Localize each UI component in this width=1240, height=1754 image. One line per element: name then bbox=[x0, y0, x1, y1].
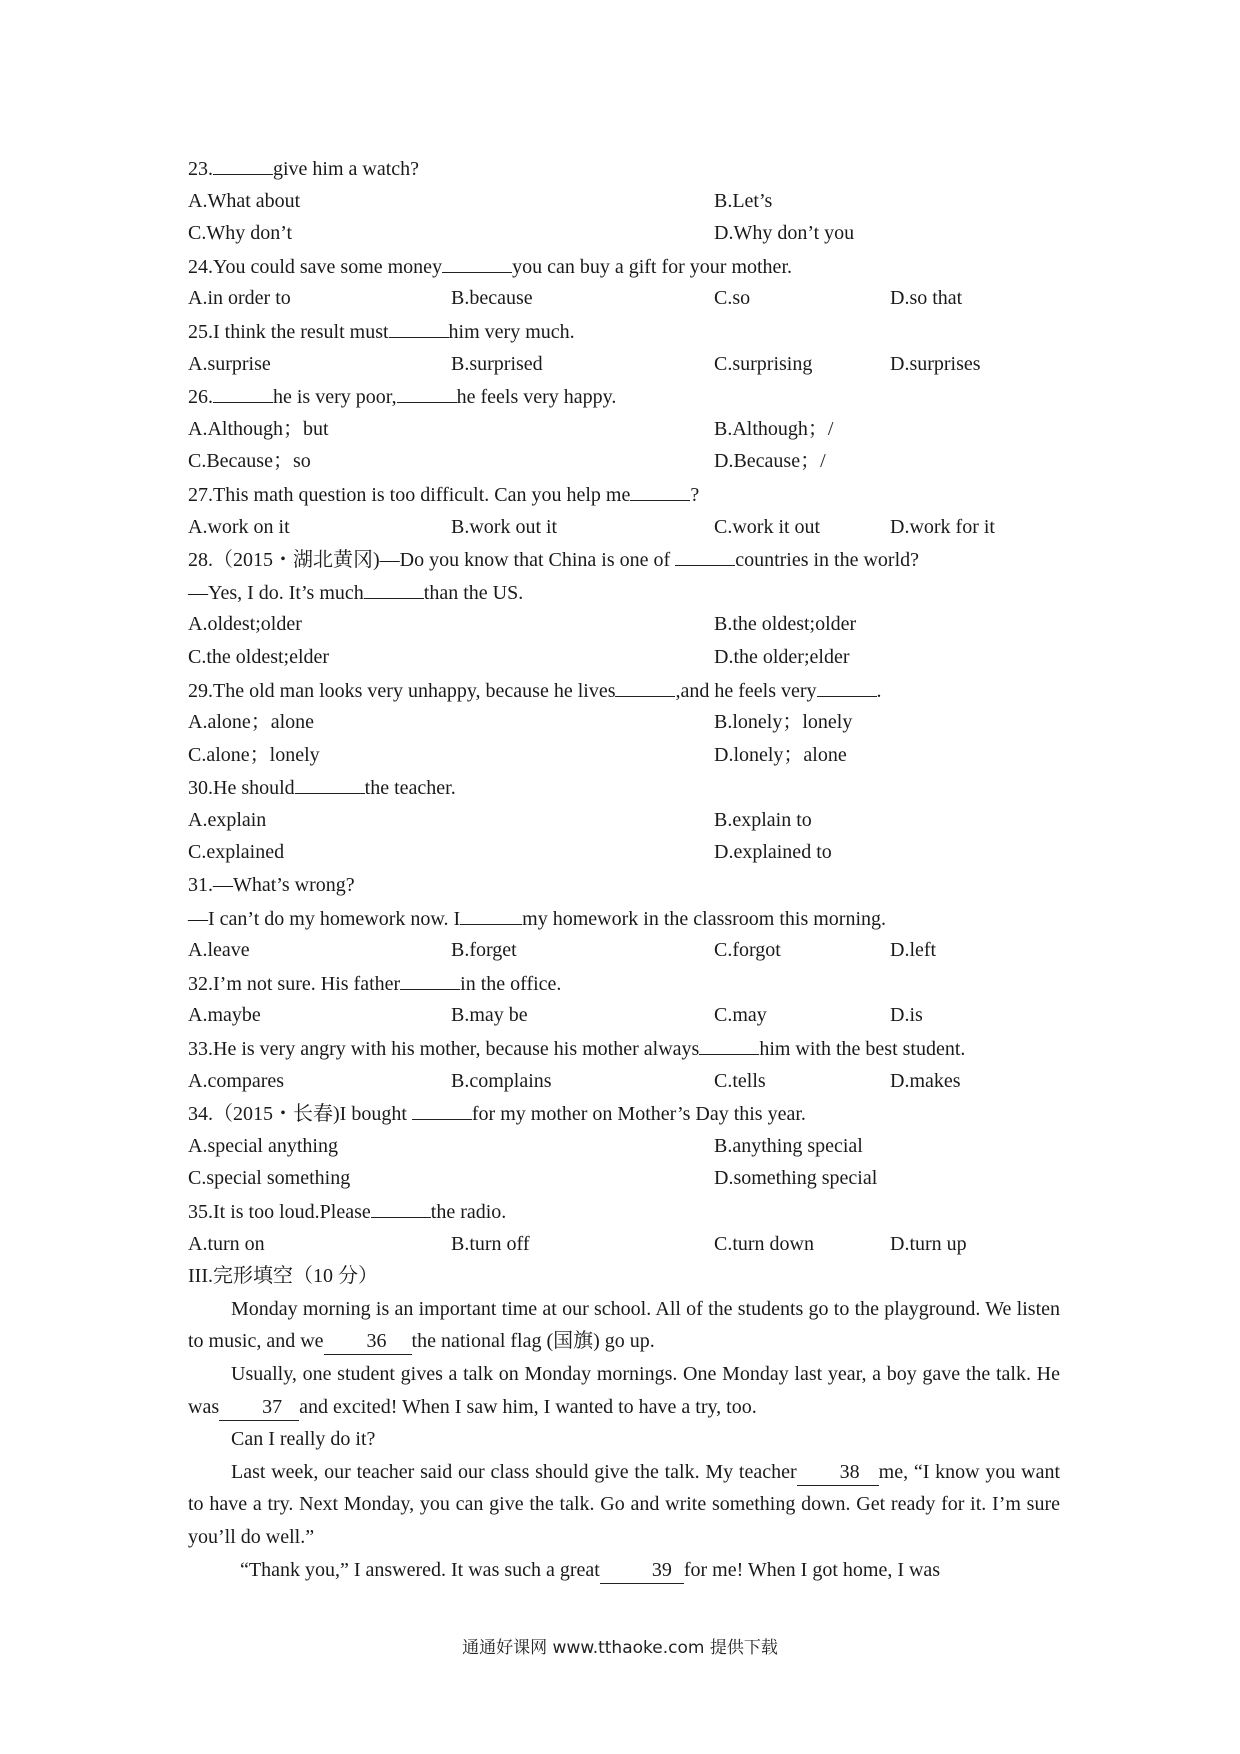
options-row bbox=[188, 999, 1060, 1032]
option-a: A.special anything bbox=[188, 1134, 338, 1157]
question-text: 26. bbox=[188, 386, 213, 409]
options-row bbox=[188, 511, 1060, 544]
option-b: B.explain to bbox=[714, 808, 812, 831]
passage-text: and excited! When I saw him, I wanted to have a try, too. bbox=[299, 1395, 757, 1418]
answer-blank bbox=[615, 674, 675, 697]
options-row bbox=[188, 804, 1060, 837]
passage-text: Monday morning is an important time at our school. All of the students go to the playground. bbox=[231, 1297, 981, 1320]
option-b: B.turn off bbox=[451, 1232, 530, 1255]
passage-text: We listen to music, and we bbox=[188, 1297, 1061, 1353]
option-a: A.oldest;older bbox=[188, 613, 302, 636]
answer-blank bbox=[364, 576, 424, 599]
question-text: the radio. bbox=[430, 1201, 507, 1223]
options-row bbox=[188, 706, 1060, 739]
cloze-blank-38: 38 bbox=[797, 1459, 879, 1486]
question-text: he is very poor, bbox=[273, 386, 397, 409]
question-text: 32.I’m not sure. His father bbox=[188, 972, 401, 995]
passage-text: Last week, our teacher said our class should give the talk. My teacher bbox=[231, 1460, 797, 1483]
question-29 bbox=[188, 674, 1060, 707]
option-d: D.makes bbox=[890, 1069, 961, 1092]
section-heading: III.完形填空（10 分） bbox=[188, 1265, 378, 1288]
passage-text: “Thank you,” I answered. It was such a great bbox=[240, 1558, 600, 1581]
question-34 bbox=[188, 1097, 1060, 1130]
option-d: D.lonely；alone bbox=[714, 743, 847, 766]
options-row bbox=[188, 217, 1060, 250]
options-row bbox=[188, 1228, 1060, 1261]
answer-blank bbox=[460, 902, 522, 925]
question-31 bbox=[188, 869, 1060, 902]
option-c: C.the oldest;elder bbox=[188, 645, 330, 668]
passage-paragraph-2 bbox=[188, 1358, 1060, 1423]
option-b: B.because bbox=[451, 287, 533, 310]
option-c: C.work it out bbox=[714, 515, 821, 538]
option-a: A.maybe bbox=[188, 1004, 261, 1027]
option-c: C.turn down bbox=[714, 1232, 814, 1255]
options-row bbox=[188, 282, 1060, 315]
option-d: D.Why don’t you bbox=[714, 222, 855, 245]
question-text: 27.This math question is too difficult. Can you help me bbox=[188, 483, 631, 506]
option-a: A.turn on bbox=[188, 1232, 265, 1255]
option-d: D.surprises bbox=[890, 352, 981, 375]
passage-paragraph-5 bbox=[188, 1554, 1060, 1587]
question-23 bbox=[188, 152, 1060, 185]
exam-content bbox=[188, 152, 1060, 1586]
question-text: . bbox=[876, 679, 882, 702]
option-d: D.so that bbox=[890, 287, 963, 310]
question-31-line2 bbox=[188, 902, 1060, 935]
option-b: B.may be bbox=[451, 1004, 528, 1027]
option-a: A.compares bbox=[188, 1069, 285, 1092]
cloze-blank-37: 37 bbox=[219, 1394, 299, 1421]
option-b: B.lonely；lonely bbox=[714, 711, 853, 734]
answer-blank bbox=[397, 380, 457, 403]
answer-blank bbox=[630, 478, 690, 501]
question-28-line2 bbox=[188, 576, 1060, 609]
option-d: D.is bbox=[890, 1004, 923, 1027]
answer-blank bbox=[295, 771, 365, 794]
question-32 bbox=[188, 967, 1060, 1000]
option-c: C.alone；lonely bbox=[188, 743, 320, 766]
answer-blank bbox=[442, 250, 512, 273]
question-text: 33.He is very angry with his mother, because his mother always bbox=[188, 1038, 700, 1061]
question-text: for my mother on Mother’s Day this year. bbox=[471, 1103, 806, 1126]
option-a: A.surprise bbox=[188, 352, 271, 375]
option-c: C.forgot bbox=[714, 939, 781, 962]
options-row bbox=[188, 1162, 1060, 1195]
option-b: B.surprised bbox=[451, 352, 543, 375]
option-c: C.special something bbox=[188, 1167, 351, 1190]
options-row bbox=[188, 1130, 1060, 1163]
question-text: 30.He should bbox=[188, 777, 295, 800]
answer-blank bbox=[699, 1032, 759, 1055]
option-d: D.something special bbox=[714, 1167, 878, 1190]
option-a: A.explain bbox=[188, 808, 267, 831]
question-33 bbox=[188, 1032, 1060, 1065]
passage-paragraph-3: Can I really do it? bbox=[231, 1428, 376, 1451]
option-a: A.What about bbox=[188, 189, 301, 212]
options-row bbox=[188, 348, 1060, 381]
question-text: in the office. bbox=[460, 972, 562, 995]
option-b: B.work out it bbox=[451, 515, 558, 538]
question-text: 29.The old man looks very unhappy, because he lives bbox=[188, 679, 616, 702]
option-d: D.Because；/ bbox=[714, 450, 826, 473]
option-c: C.surprising bbox=[714, 352, 813, 375]
question-text: ? bbox=[690, 483, 700, 506]
question-26 bbox=[188, 380, 1060, 413]
question-text: 28.（2015・湖北黄冈)—Do you know that China is one of bbox=[188, 549, 676, 572]
option-a: A.in order to bbox=[188, 287, 291, 310]
options-row bbox=[188, 413, 1060, 446]
cloze-blank-39: 39 bbox=[600, 1557, 684, 1584]
option-d: D.turn up bbox=[890, 1232, 967, 1255]
question-text: 31.—What’s wrong? bbox=[188, 874, 355, 897]
option-a: A.leave bbox=[188, 939, 250, 962]
question-text: him very much. bbox=[448, 320, 575, 343]
option-b: B.the oldest;older bbox=[714, 613, 857, 636]
question-text: the teacher. bbox=[364, 777, 456, 800]
option-c: C.Because；so bbox=[188, 450, 311, 473]
options-row bbox=[188, 739, 1060, 772]
answer-blank bbox=[412, 1097, 472, 1120]
option-b: B.forget bbox=[451, 939, 517, 962]
page-footer: 通通好课网 www.tthaoke.com 提供下载 bbox=[462, 1638, 778, 1658]
answer-blank bbox=[213, 380, 273, 403]
question-text: than the US. bbox=[423, 581, 524, 604]
option-a: A.Although；but bbox=[188, 417, 329, 440]
answer-blank bbox=[371, 1195, 431, 1218]
option-a: A.work on it bbox=[188, 515, 290, 538]
option-c: C.explained bbox=[188, 841, 285, 864]
question-text: give him a watch? bbox=[273, 158, 420, 180]
question-text: —Yes, I do. It’s much bbox=[188, 581, 364, 604]
option-d: D.explained to bbox=[714, 841, 832, 864]
option-a: A.alone；alone bbox=[188, 711, 315, 734]
question-text: you can buy a gift for your mother. bbox=[512, 255, 792, 278]
option-b: B.anything special bbox=[714, 1134, 863, 1157]
passage-paragraph-1 bbox=[188, 1293, 1060, 1358]
options-row bbox=[188, 185, 1060, 218]
answer-blank bbox=[400, 967, 460, 990]
answer-blank bbox=[817, 674, 877, 697]
option-c: C.tells bbox=[714, 1069, 766, 1092]
passage-text: for me! When I got home, I was bbox=[683, 1558, 941, 1581]
question-text: 23. bbox=[188, 158, 213, 180]
option-b: B.Let’s bbox=[714, 189, 773, 212]
question-text: my homework in the classroom this morning. bbox=[522, 907, 887, 930]
question-30 bbox=[188, 771, 1060, 804]
question-text: 34.（2015・长春)I bought bbox=[188, 1103, 412, 1126]
options-row bbox=[188, 934, 1060, 967]
answer-blank bbox=[675, 543, 735, 566]
question-text: ,and he feels very bbox=[675, 679, 817, 702]
options-row bbox=[188, 608, 1060, 641]
option-d: D.the older;elder bbox=[714, 645, 850, 668]
options-row bbox=[188, 641, 1060, 674]
question-text: he feels very happy. bbox=[456, 386, 617, 409]
passage-text: you want to have a try. Next Monday, you can give the talk. Go and write something down. Get bbox=[188, 1460, 1060, 1516]
option-d: D.work for it bbox=[890, 515, 995, 538]
option-c: C.so bbox=[714, 287, 751, 310]
passage-paragraph-4 bbox=[188, 1456, 1060, 1554]
passage-text: Usually, one student gives a talk on Monday mornings. One Monday last year, a boy gave the bbox=[231, 1362, 991, 1385]
passage-text: ready for it. I’m sure you’ll do well.” bbox=[188, 1493, 1060, 1548]
question-24 bbox=[188, 250, 1060, 283]
question-text: 24.You could save some money bbox=[188, 255, 443, 278]
question-25 bbox=[188, 315, 1060, 348]
option-b: B.complains bbox=[451, 1069, 552, 1092]
question-text: him with the best student. bbox=[759, 1038, 966, 1061]
question-35 bbox=[188, 1195, 1060, 1228]
question-27 bbox=[188, 478, 1060, 511]
question-text: countries in the world? bbox=[735, 549, 920, 572]
question-text: —I can’t do my homework now. I bbox=[188, 907, 461, 930]
answer-blank bbox=[389, 315, 449, 338]
option-c: C.Why don’t bbox=[188, 222, 293, 245]
cloze-blank-36: 36 bbox=[324, 1328, 412, 1355]
question-28 bbox=[188, 543, 1060, 576]
question-text: 25.I think the result must bbox=[188, 320, 389, 343]
option-d: D.left bbox=[890, 939, 937, 962]
question-text: 35.It is too loud.Please bbox=[188, 1201, 371, 1223]
answer-blank bbox=[213, 152, 273, 175]
option-b: B.Although；/ bbox=[714, 417, 834, 440]
passage-text: me, “I know bbox=[878, 1460, 980, 1483]
passage-text: talk. He was bbox=[188, 1362, 1060, 1418]
options-row bbox=[188, 445, 1060, 478]
passage-text: the national flag (国旗) go up. bbox=[411, 1330, 655, 1353]
options-row bbox=[188, 836, 1060, 869]
option-c: C.may bbox=[714, 1004, 767, 1027]
options-row bbox=[188, 1065, 1060, 1098]
